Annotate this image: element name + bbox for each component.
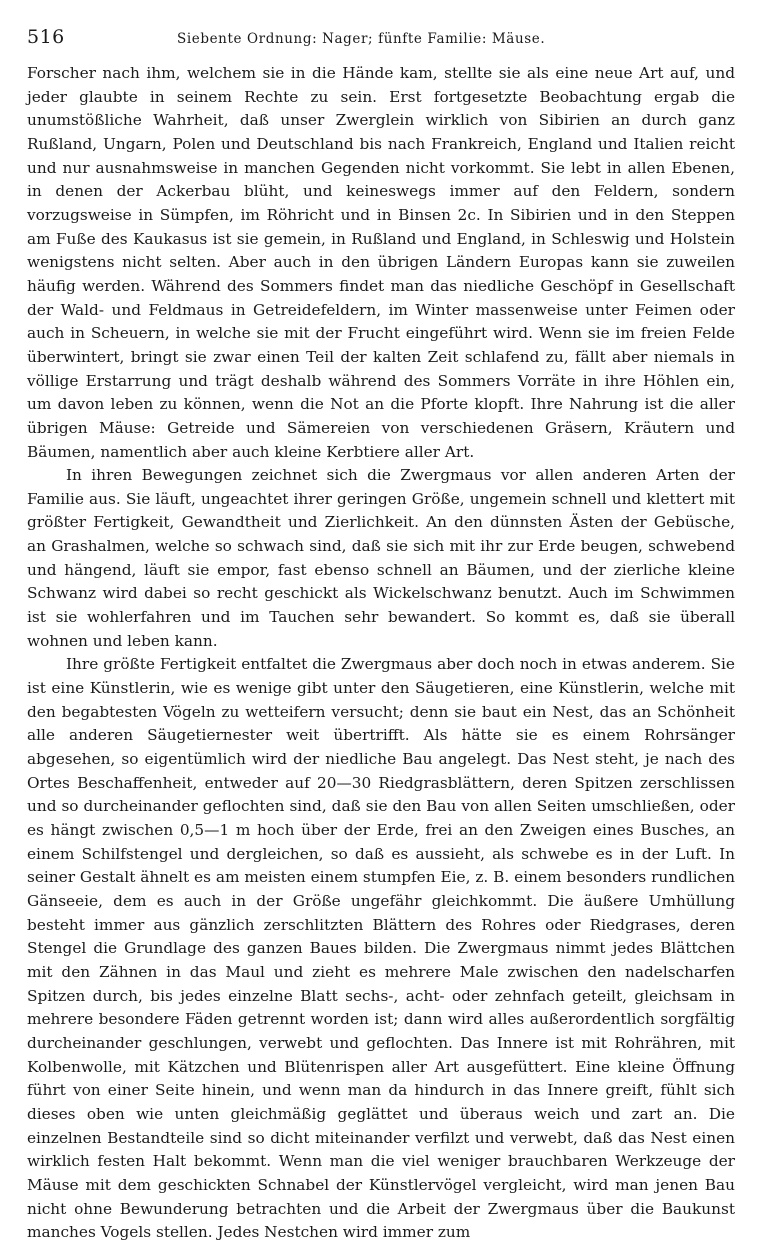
paragraph-1: Forscher nach ihm, welchem sie in die Hände kam, stellte sie als eine neue Art auf, und jeder glaubte in seinem Rechte zu sein. Erst fortgesetzte Beobachtung ergab die unumstößliche Wahrheit, daß unser Zwerglein wirklich von Sibirien an durch ganz Rußland, Ungarn, Polen und Deutschland bis nach Frankreich, England und Italien reicht und nur ausnahmsweise in manchen Gegenden nicht vorkommt. Sie lebt in allen Ebenen, in denen der Ackerbau blüht, und keineswegs immer auf den Feldern, sondern vorzugsweise in Sümpfen, im Röhricht und in Binsen 2c. In Sibirien und in den Steppen am Fuße des Kaukasus ist sie gemein, in Rußland und England, in Schleswig und Holstein wenigstens nicht selten. Aber auch in den übrigen Ländern Europas kann sie zuweilen häufig werden. Während des Sommers findet man das niedliche Geschöpf in Gesellschaft der Wald- und Feldmaus in Getreidefeldern, im Winter massenweise unter Feimen oder auch in Scheuern, in welche sie mit der Frucht eingeführt wird. Wenn sie im freien Felde überwintert, bringt sie zwar einen Teil der kalten Zeit schlafend zu, fällt aber niemals in völlige Erstarrung und trägt deshalb während des Sommers Vorräte in ihre Höhlen ein, um davon leben zu können, wenn die Not an die Pforte klopft. Ihre Nahrung ist die aller übrigen Mäuse: Getreide und Sämereien von verschiedenen Gräsern, Kräutern und Bäumen, namentlich aber auch kleine Kerbtiere aller Art. <box>27 64 735 461</box>
paragraph-2: In ihren Bewegungen zeichnet sich die Zwergmaus vor allen anderen Arten der Familie aus. Sie läuft, ungeachtet ihrer geringen Größe, ungemein schnell und klettert mit größter Fertigkeit, Gewandtheit und Zierlichkeit. An den dünnsten Ästen der Gebüsche, an Grashalmen, welche so schwach sind, daß sie sich mit ihr zur Erde beugen, schwebend und hängend, läuft sie empor, fast ebenso schnell an Bäumen, und der zierliche kleine Schwanz wird dabei so recht geschickt als Wickelschwanz benutzt. Auch im Schwimmen ist sie wohlerfahren und im Tauchen sehr bewandert. So kommt es, daß sie überall wohnen und leben kann. <box>27 466 735 650</box>
page-header <box>27 26 735 52</box>
paragraph-3: Ihre größte Fertigkeit entfaltet die Zwergmaus aber doch noch in etwas anderem. Sie ist eine Künstlerin, wie es wenige gibt unter den Säugetieren, eine Künstlerin, welche mit den begabtesten Vögeln zu wetteifern versucht; denn sie baut ein Nest, das an Schönheit alle anderen Säugetiernester weit übertrifft. Als hätte sie es einem Rohrsänger abgesehen, so eigentümlich wird der niedliche Bau angelegt. Das Nest steht, je nach des Ortes Beschaffenheit, entweder auf 20—30 Riedgrasblättern, deren Spitzen zerschlissen und so durcheinander geflochten sind, daß sie den Bau von allen Seiten umschließen, oder es hängt zwischen 0,5—1 m hoch über der Erde, frei an den Zweigen eines Busches, an einem Schilfstengel und dergleichen, so daß es aussieht, als schwebe es in der Luft. In seiner Gestalt ähnelt es am meisten einem stumpfen Eie, z. B. einem besonders rundlichen Gänseeie, dem es auch in der Größe ungefähr gleichkommt. Die äußere Umhüllung besteht immer aus gänzlich zerschlitzten Blättern des Rohres oder Riedgrases, deren Stengel die Grundlage des ganzen Baues bilden. Die Zwergmaus nimmt jedes Blättchen mit den Zähnen in das Maul und zieht es mehrere Male zwischen den nadelscharfen Spitzen durch, bis jedes einzelne Blatt sechs-, acht- oder zehnfach geteilt, gleichsam in mehrere besondere Fäden getrennt worden ist; dann wird alles außerordentlich sorgfältig durcheinander geschlungen, verwebt und geflochten. Das Innere ist mit Rohrähren, mit Kolbenwolle, mit Kätzchen und Blütenrispen aller Art ausgefüttert. Eine kleine Öffnung führt von einer Seite hinein, und wenn man da hindurch in das Innere greift, fühlt sich dieses oben wie unten gleichmäßig geglättet und überaus weich und zart an. Die einzelnen Bestandteile sind so dicht miteinander verfilzt und verwebt, daß das Nest einen wirklich festen Halt bekommt. Wenn man die viel weniger brauchbaren Werkzeuge der Mäuse mit dem geschickten Schnabel der Künstlervögel vergleicht, wird man jenen Bau nicht ohne Bewunderung betrachten und die Arbeit der Zwergmaus über die Baukunst manches Vogels stellen. Jedes Nestchen wird immer zum <box>27 655 735 1242</box>
body-text <box>27 62 735 1245</box>
page-number: 516 <box>27 26 65 48</box>
running-title: Siebente Ordnung: Nager; fünfte Familie: Mäuse. <box>177 31 546 47</box>
